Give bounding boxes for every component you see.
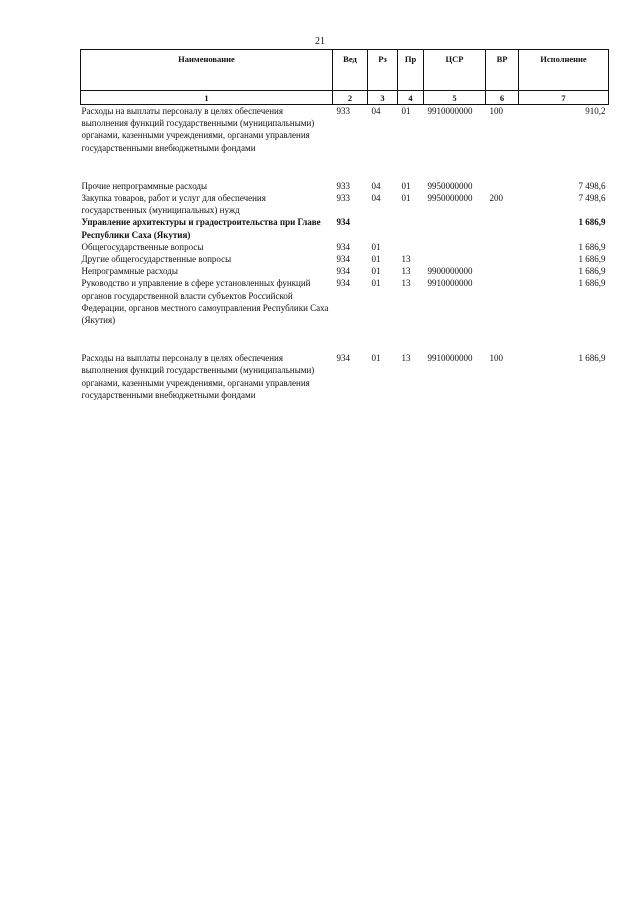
row-name: Руководство и управление в сфере установленных функций органов государственной власти субъектов Российской Федерации, органов местного самоуправления Республики Саха (Якутия) xyxy=(81,278,329,326)
row-ved: 933 xyxy=(336,106,350,116)
row-csr: 9950000000 xyxy=(427,193,473,204)
table-row xyxy=(81,154,609,192)
row-csr xyxy=(424,241,486,253)
table-row xyxy=(81,265,609,277)
column-number: 1 xyxy=(81,91,333,105)
column-number: 6 xyxy=(486,91,519,105)
row-rz: 04 xyxy=(371,193,381,204)
column-number: 3 xyxy=(368,91,398,105)
row-ved: 934 xyxy=(336,266,350,277)
header-rz: Рз xyxy=(368,50,398,91)
row-rz: 01 xyxy=(371,241,381,252)
row-rz: 01 xyxy=(371,353,381,364)
header-row xyxy=(81,50,609,91)
row-rz: 04 xyxy=(371,106,381,116)
header-pr: Пр xyxy=(398,50,424,91)
row-csr: 9950000000 xyxy=(427,180,473,191)
row-pr xyxy=(398,216,424,240)
column-number: 2 xyxy=(333,91,368,105)
column-number: 4 xyxy=(398,91,424,105)
table-row xyxy=(81,105,609,154)
row-ved: 933 xyxy=(336,193,350,204)
row-isp: 1 686,9 xyxy=(578,353,606,364)
row-rz xyxy=(368,216,398,240)
row-csr: 9910000000 xyxy=(427,353,473,364)
column-number: 7 xyxy=(519,91,609,105)
page-number: 21 xyxy=(315,36,325,47)
row-vr xyxy=(486,154,519,192)
row-vr: 100 xyxy=(489,106,503,116)
row-csr: 9910000000 xyxy=(427,278,473,289)
row-name: Общегосударственные вопросы xyxy=(81,241,204,252)
row-isp: 1 686,9 xyxy=(578,241,606,252)
row-pr: 01 xyxy=(401,193,411,204)
row-ved: 934 xyxy=(336,217,350,228)
header-ved: Вед xyxy=(333,50,368,91)
row-rz: 01 xyxy=(371,266,381,277)
row-pr: 01 xyxy=(401,106,411,116)
row-name: Непрограммные расходы xyxy=(81,266,178,277)
row-rz: 01 xyxy=(371,254,381,265)
row-pr: 13 xyxy=(401,278,411,289)
row-vr: 200 xyxy=(489,193,503,204)
row-vr xyxy=(486,253,519,265)
row-csr: 9910000000 xyxy=(427,106,473,116)
column-number-row xyxy=(81,91,609,105)
row-name: Прочие непрограммные расходы xyxy=(81,180,208,191)
row-vr xyxy=(486,216,519,240)
budget-table xyxy=(80,49,609,401)
row-pr: 01 xyxy=(401,180,411,191)
row-pr: 13 xyxy=(401,266,411,277)
row-ved: 934 xyxy=(336,254,350,265)
row-pr xyxy=(398,241,424,253)
row-vr xyxy=(486,241,519,253)
row-vr: 100 xyxy=(489,353,503,364)
row-isp: 7 498,6 xyxy=(578,180,606,191)
header-vr: ВР xyxy=(486,50,519,91)
row-name: Расходы на выплаты персоналу в целях обеспечения выполнения функций государственными (муниципальными) органами, казенными учреждениями, органами управления государственными внебюджетными фондами xyxy=(81,353,315,400)
table-row xyxy=(81,241,609,253)
table-row xyxy=(81,277,609,326)
row-isp: 1 686,9 xyxy=(578,266,606,277)
header-name: Наименование xyxy=(81,50,333,91)
table-row xyxy=(81,253,609,265)
row-ved: 933 xyxy=(336,180,350,191)
row-isp: 1 686,9 xyxy=(578,254,606,265)
row-name: Другие общегосударственные вопросы xyxy=(81,254,232,265)
row-isp: 7 498,6 xyxy=(578,193,606,204)
header-isp: Исполнение xyxy=(519,50,609,91)
row-csr xyxy=(424,216,486,240)
row-pr: 13 xyxy=(401,254,411,265)
row-isp: 910,2 xyxy=(585,106,606,116)
row-isp: 1 686,9 xyxy=(578,217,606,228)
row-ved: 934 xyxy=(336,278,350,289)
table-row xyxy=(81,326,609,401)
row-rz: 04 xyxy=(371,180,381,191)
row-vr xyxy=(486,277,519,326)
table-row xyxy=(81,216,609,240)
header-csr: ЦСР xyxy=(424,50,486,91)
row-name: Расходы на выплаты персоналу в целях обеспечения выполнения функций государственными (муниципальными) органами, казенными учреждениями, органами управления государственными внебюджетными фондами xyxy=(81,106,315,153)
row-csr: 9900000000 xyxy=(427,266,473,277)
row-ved: 934 xyxy=(336,241,350,252)
table-row xyxy=(81,192,609,216)
row-ved: 934 xyxy=(336,353,350,364)
row-rz: 01 xyxy=(371,278,381,289)
row-vr xyxy=(486,265,519,277)
row-pr: 13 xyxy=(401,353,411,364)
row-name: Закупка товаров, работ и услуг для обеспечения государственных (муниципальных) нужд xyxy=(81,193,266,216)
column-number: 5 xyxy=(424,91,486,105)
row-name: Управление архитектуры и градостроительства при Главе Республики Саха (Якутия) xyxy=(81,217,321,240)
row-isp: 1 686,9 xyxy=(578,278,606,289)
row-csr xyxy=(424,253,486,265)
